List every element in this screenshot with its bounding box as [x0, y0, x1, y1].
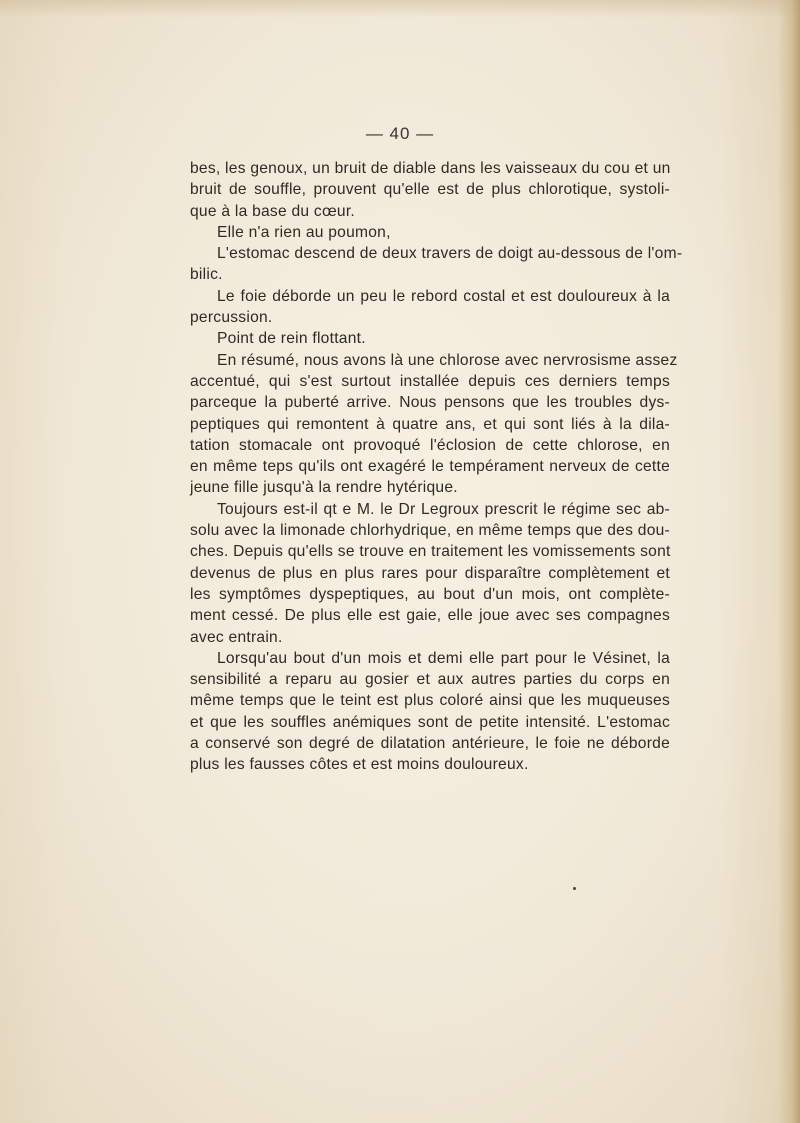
text-line: bruit de souffle, prouvent qu'elle est de plus chlorotique, systoli-: [190, 181, 670, 199]
ink-speck: [573, 887, 576, 890]
text-line: sensibilité a reparu au gosier et aux autres parties du corps en: [190, 671, 670, 689]
text-line: jeune fille jusqu'à la rendre hytérique.: [190, 479, 458, 497]
text-line: et que les souffles anémiques sont de petite intensité. L'estomac: [190, 713, 670, 731]
text-line: ches. Depuis qu'ells se trouve en traitement les vomissements sont: [190, 543, 671, 561]
text-line: ment cessé. De plus elle est gaie, elle joue avec ses compagnes: [190, 607, 670, 625]
text-line: devenus de plus en plus rares pour disparaître complètement et: [190, 564, 670, 582]
text-line: Point de rein flottant.: [217, 330, 366, 348]
page-number: — 40 —: [365, 124, 435, 143]
text-line: Toujours est-il qt e M. le Dr Legroux prescrit le régime sec ab-: [217, 500, 670, 518]
text-line: percussion.: [190, 309, 273, 327]
text-line: peptiques qui remontent à quatre ans, et qui sont liés à la dila-: [190, 415, 670, 433]
page-right-edge: [778, 0, 800, 1123]
text-line: Lorsqu'au bout d'un mois et demi elle part pour le Vésinet, la: [217, 649, 670, 667]
page-top-shadow: [0, 0, 800, 18]
body-text: [190, 158, 683, 776]
text-line: Le foie déborde un peu le rebord costal et est douloureux à la: [217, 287, 670, 305]
text-line: L'estomac descend de deux travers de doigt au-dessous de l'om-: [217, 245, 683, 263]
text-line: tation stomacale ont provoqué l'éclosion de cette chlorose, en: [190, 436, 670, 454]
text-line: bilic.: [190, 266, 223, 284]
text-line: accentué, qui s'est surtout installée depuis ces derniers temps: [190, 372, 670, 390]
text-line: parceque la puberté arrive. Nous pensons que les troubles dys-: [190, 394, 670, 412]
text-line: En résumé, nous avons là une chlorose avec nervrosisme assez: [217, 351, 678, 369]
text-line: que à la base du cœur.: [190, 202, 356, 220]
text-line: a conservé son degré de dilatation antérieure, le foie ne déborde: [190, 735, 670, 753]
text-line: Elle n'a rien au poumon,: [217, 223, 391, 241]
text-line: bes, les genoux, un bruit de diable dans les vaisseaux du cou et un: [190, 160, 671, 177]
text-line: les symptômes dyspeptiques, au bout d'un mois, ont complète-: [190, 585, 670, 603]
text-line: plus les fausses côtes et est moins douloureux.: [190, 756, 529, 774]
text-line: avec entrain.: [190, 628, 283, 646]
text-line: même temps que le teint est plus coloré ainsi que les muqueuses: [190, 692, 670, 710]
text-line: en même teps qu'ils ont exagéré le tempérament nerveux de cette: [190, 458, 670, 476]
text-line: solu avec la limonade chlorhydrique, en même temps que des dou-: [190, 522, 670, 540]
